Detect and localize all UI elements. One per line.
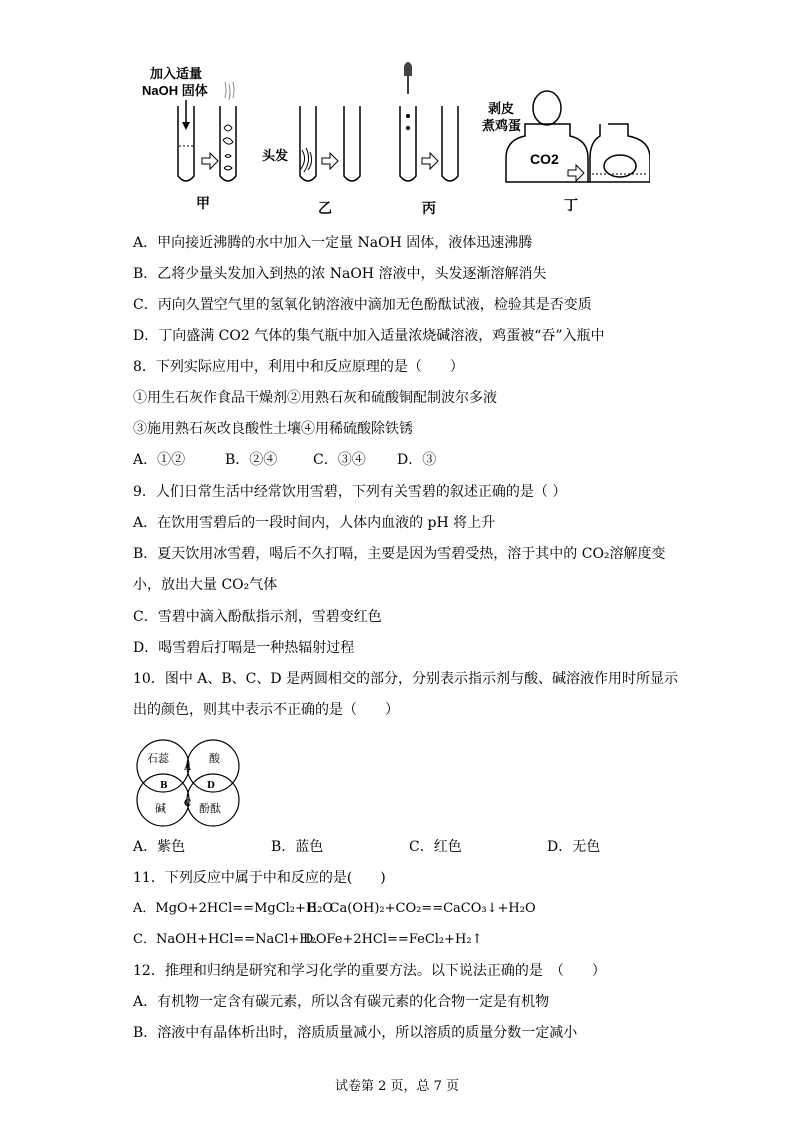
q11-option-c: C．NaOH+HCl==NaCl+H₂O: [133, 932, 327, 947]
q8-option-c: C．③④: [313, 452, 366, 468]
q12-option-b: B．溶液中有晶体析出时，溶质质量减小，所以溶质的质量分数一定减小: [133, 1025, 578, 1041]
page-footer: 试卷第 2 页，总 7 页: [334, 1079, 460, 1094]
q7-option-a: A．甲向接近沸腾的水中加入一定量 NaOH 固体，液体迅速沸腾: [133, 235, 533, 251]
ding-label-1: 剥皮: [488, 102, 515, 117]
q12-option-a: A．有机物一定含有碳元素，所以含有碳元素的化合物一定是有机物: [133, 994, 550, 1010]
ding-gas: CO2: [530, 151, 559, 167]
q9-option-a: A．在饮用雪碧后的一段时间内，人体内血液的 pH 将上升: [133, 515, 496, 531]
q11-option-d: D．Fe+2HCl==FeCl₂+H₂↑: [303, 932, 483, 947]
q10-stem-2: 出的颜色，则其中表示不正确的是（ ）: [133, 702, 399, 718]
q10-option-a: A．紫色: [133, 839, 186, 855]
q10-option-d: D．无色: [547, 839, 601, 855]
jia-caption: 甲: [196, 196, 210, 212]
q8-line-1: ①用生石灰作食品干燥剂②用熟石灰和硫酸铜配制波尔多液: [133, 390, 497, 406]
q9-option-b-2: 小，放出大量 CO₂气体: [133, 577, 278, 593]
venn-region-c: C: [184, 799, 192, 809]
q7-option-c: C．丙向久置空气里的氢氧化钠溶液中滴加无色酚酞试液，检验其是否变质: [133, 297, 592, 313]
q11-option-a: A．MgO+2HCl==MgCl₂+H₂O: [133, 901, 334, 916]
experiment-figure: [130, 58, 650, 228]
ding-caption: 丁: [564, 198, 578, 214]
venn-region-a: A: [184, 763, 191, 773]
jia-label-2: NaOH 固体: [142, 83, 208, 98]
q8-stem: 8．下列实际应用中，利用中和反应原理的是（ ）: [133, 359, 464, 375]
q10-option-c: C．红色: [409, 839, 462, 855]
venn-region-b: B: [160, 781, 168, 791]
bing-caption: 丙: [422, 201, 436, 217]
q10-stem-1: 10．图中 A、B、C、D 是两圆相交的部分，分别表示指示剂与酸、碱溶液作用时所显示: [133, 671, 679, 687]
q11-option-b: B．Ca(OH)₂+CO₂==CaCO₃↓+H₂O: [307, 901, 536, 916]
jia-label-1: 加入适量: [150, 66, 203, 81]
venn-region-d: D: [207, 781, 215, 791]
venn-litmus: 石蕊: [147, 752, 169, 765]
q9-stem: 9．人们日常生活中经常饮用雪碧，下列有关雪碧的叙述正确的是（ ）: [133, 484, 567, 500]
q9-option-b-1: B．夏天饮用冰雪碧，喝后不久打嗝，主要是因为雪碧受热，溶于其中的 CO₂溶解度变: [133, 546, 666, 562]
q7-option-b: B．乙将少量头发加入到热的浓 NaOH 溶液中，头发逐渐溶解消失: [133, 266, 547, 282]
q10-option-b: B．蓝色: [271, 839, 324, 855]
q8-line-2: ③施用熟石灰改良酸性土壤④用稀硫酸除铁锈: [133, 421, 413, 437]
q9-option-c: C．雪碧中滴入酚酞指示剂，雪碧变红色: [133, 609, 382, 625]
q9-option-d: D．喝雪碧后打嗝是一种热辐射过程: [133, 640, 355, 656]
q12-stem: 12．推理和归纳是研究和学习化学的重要方法。以下说法正确的是 （ ）: [133, 963, 606, 979]
venn-acid: 酸: [209, 752, 220, 765]
venn-phenolphthalein: 酚酞: [199, 802, 221, 815]
q11-stem: 11．下列反应中属于中和反应的是( ): [133, 870, 386, 886]
yi-caption: 乙: [318, 201, 332, 217]
venn-diagram: [133, 738, 243, 828]
q8-option-b: B．②④: [225, 452, 278, 468]
q8-option-d: D．③: [397, 452, 437, 468]
q8-option-a: A．①②: [133, 452, 186, 468]
venn-base: 碱: [155, 802, 166, 815]
q7-option-d: D．丁向盛满 CO2 气体的集气瓶中加入适量浓烧碱溶液，鸡蛋被“吞”入瓶中: [133, 328, 605, 344]
yi-label: 头发: [262, 149, 289, 164]
ding-label-2: 煮鸡蛋: [482, 119, 522, 134]
